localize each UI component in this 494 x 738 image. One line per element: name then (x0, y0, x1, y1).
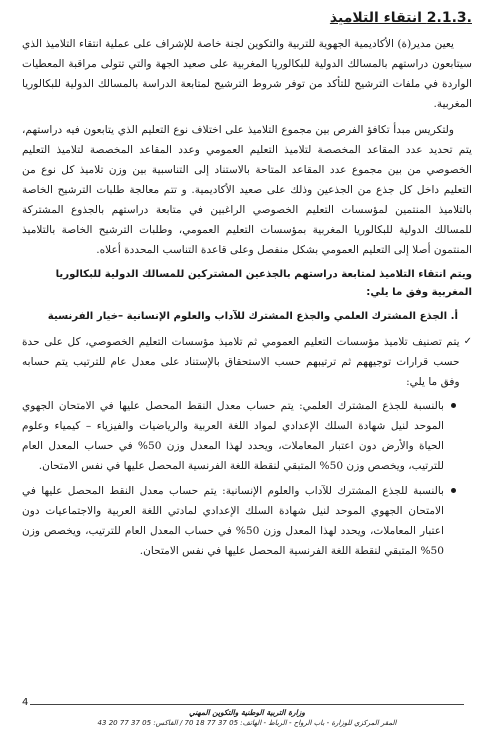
bullet-text-humanities: بالنسبة للجذع المشترك للآداب والعلوم الإنسانية: يتم حساب معدل النقط المحصل عليها في الامتحان الجهوي الموحد لنيل شهادة السلك الإعدادي لمادتي اللغة العربية والاجتماعيات دون اعتبار المعاملات، ويحدد لهذا المعدل وزن 50% في حساب المعدل العام للترتيب، ويخصص وزن 50% المتبقي لنقطة اللغة الفرنسية المحصل عليها في نفس الامتحان. (22, 485, 444, 557)
paragraph-committee: يعين مدير(ة) الأكاديمية الجهوية للتربية والتكوين لجنة خاصة للإشراف على عملية انتقاء التلاميذ الذي سيتابعون دراستهم بالمسالك الدولية للبكالوريا المغربية على صعيد الجهة والتي تتولى مراقبة المعطيات الواردة في ملفات الترشيح للتأكد من توفر شروط الترشيح لمتابعة الدراسة بالمسالك الدولية للبكالوريا المغربية. (22, 38, 472, 110)
selection-intro: ويتم انتقاء التلاميذ لمتابعة دراستهم بالجذعين المشتركين للمسالك الدولية للبكالوريا المغربية وفق ما يلي: (55, 269, 472, 298)
bullet-dot-icon (451, 403, 456, 408)
bullet-dot-icon (451, 488, 456, 493)
bullet-item-science (22, 396, 456, 476)
page-number: 4 (22, 697, 29, 708)
bullet-item-humanities (22, 481, 456, 561)
footer-divider (30, 704, 465, 705)
section-title: .2.1.3 انتقاء التلاميذ (329, 10, 472, 26)
footer-ministry: وزارة التربية الوطنية والتكوين المهني (189, 708, 305, 717)
bullet-text-science: بالنسبة للجذع المشترك العلمي: يتم حساب معدل النقط المحصل عليها في الامتحان الجهوي الموحد لنيل شهادة السلك الإعدادي لمواد اللغة العربية والرياضيات والفيزياء – كيمياء وعلوم الحياة والأرض دون اعتبار المعاملات، ويحدد لهذا المعدل وزن 50% في حساب المعدل العام للترتيب، ويخصص وزن 50% المتبقي لنقطة اللغة الفرنسية المحصل عليها في نفس الامتحان. (22, 400, 444, 472)
page-footer (0, 704, 494, 729)
checkmark-icon: ✓ (463, 336, 472, 347)
paragraph-equal-opportunity: ولتكريس مبدأ تكافؤ الفرص بين مجموع التلاميذ على اختلاف نوع التعليم الذي يتابعون فيه دراستهم، يتم تحديد عدد المقاعد المخصصة لتلاميذ التعليم العمومي وعدد المقاعد المخصصة لتلاميذ التعليم الخصوصي من بين مجموع عدد المقاعد المتاحة بالاستناد إلى التناسبية بين وزن تلاميذ كل نوع من التعليم داخل كل جذع من الجذعين وذلك على صعيد الأكاديمية. و تتم معالجة طلبات الترشيح الخاصة بالتلاميذ المنتمين لمؤسسات التعليم الخصوصي الراغبين في متابعة دراستهم بالجذوع المشتركة للمسالك الدولية للبكالوريا المغربية بمؤسسات التعليم العمومي، وطلبات الترشيح الخاصة بالتلاميذ المنتمون أصلا إلى التعليم العمومي بشكل منفصل وعلى قاعدة التناسب المحددة أعلاه. (22, 124, 472, 256)
footer-contact: المقر المركزي للوزارة - باب الرواح - الرباط - الهاتف: 05 37 77 18 70 / الفاكس: 05 37 77 20 43 (97, 719, 397, 727)
subheading-common-cores: أ. الجذع المشترك العلمي والجذع المشترك للآداب والعلوم الإنسانية –خيار الفرنسية (47, 311, 458, 322)
check-item-text: يتم تصنيف تلاميذ مؤسسات التعليم العمومي ثم تلاميذ مؤسسات التعليم الخصوصي، كل على حدة حسب قرارات توجيههم ثم ترتيبهم حسب الاستحقاق بالإستناد على معدل عام للترتيب يتم حسابه وفق ما يلي: (22, 336, 460, 388)
bullet-list (22, 396, 472, 561)
check-list-item (22, 332, 472, 392)
